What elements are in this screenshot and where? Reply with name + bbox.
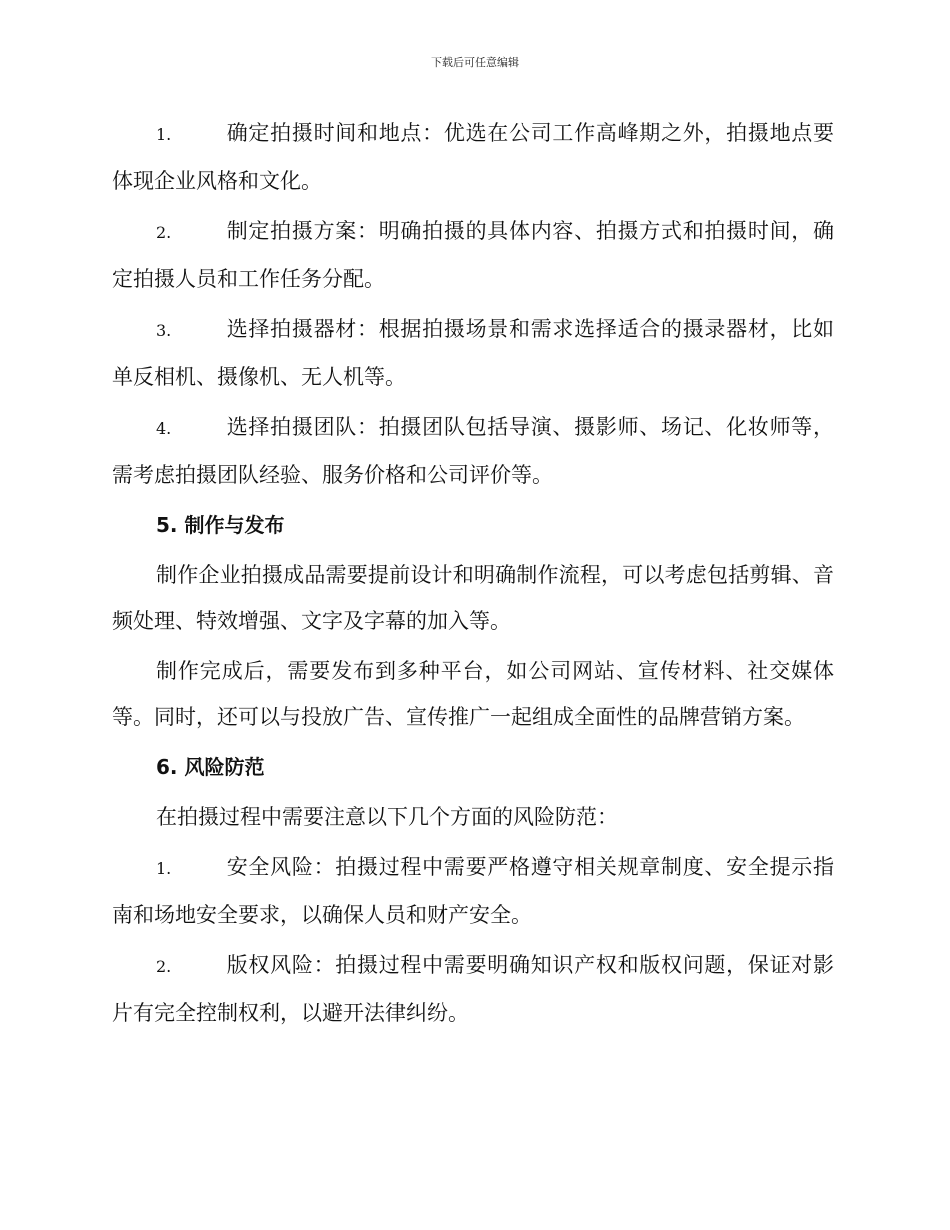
list-text: 选择拍摄器材：根据拍摄场景和需求选择适合的摄录器材，比如单反相机、摄像机、无人机等。 <box>112 317 834 389</box>
list-item-2 <box>112 208 834 302</box>
header-note: 下载后可任意编辑 <box>431 56 519 69</box>
paragraph-production: 制作企业拍摄成品需要提前设计和明确制作流程，可以考虑包括剪辑、音频处理、特效增强、文字及字幕的加入等。 <box>112 563 834 633</box>
list-text: 选择拍摄团队：拍摄团队包括导演、摄影师、场记、化妆师等，需考虑拍摄团队经验、服务价格和公司评价等。 <box>112 415 834 487</box>
list-text: 安全风险：拍摄过程中需要严格遵守相关规章制度、安全提示指南和场地安全要求，以确保人员和财产安全。 <box>112 855 834 927</box>
list-item-copyright-risk <box>112 942 834 1036</box>
section-heading-risk: 6. 风险防范 <box>156 755 265 779</box>
list-number: 4. <box>156 419 172 438</box>
list-text: 制定拍摄方案：明确拍摄的具体内容、拍摄方式和拍摄时间，确定拍摄人员和工作任务分配。 <box>112 219 834 291</box>
paragraph-risk-intro: 在拍摄过程中需要注意以下几个方面的风险防范： <box>156 805 618 829</box>
list-number: 1. <box>156 859 172 878</box>
list-item-1 <box>112 110 834 204</box>
section-heading-production: 5. 制作与发布 <box>156 513 285 537</box>
list-text: 确定拍摄时间和地点：优选在公司工作高峰期之外，拍摄地点要体现企业风格和文化。 <box>112 121 834 193</box>
list-text: 版权风险：拍摄过程中需要明确知识产权和版权问题，保证对影片有完全控制权利，以避开法律纠纷。 <box>112 953 834 1025</box>
list-number: 2. <box>156 223 172 242</box>
list-item-safety-risk <box>112 844 834 938</box>
list-item-3 <box>112 306 834 400</box>
document-body <box>112 110 834 1040</box>
paragraph-publishing: 制作完成后，需要发布到多种平台，如公司网站、宣传材料、社交媒体等。同时，还可以与投放广告、宣传推广一起组成全面性的品牌营销方案。 <box>112 659 834 729</box>
list-number: 1. <box>156 125 172 144</box>
list-item-4 <box>112 404 834 498</box>
list-number: 3. <box>156 321 172 340</box>
list-number: 2. <box>156 957 172 976</box>
